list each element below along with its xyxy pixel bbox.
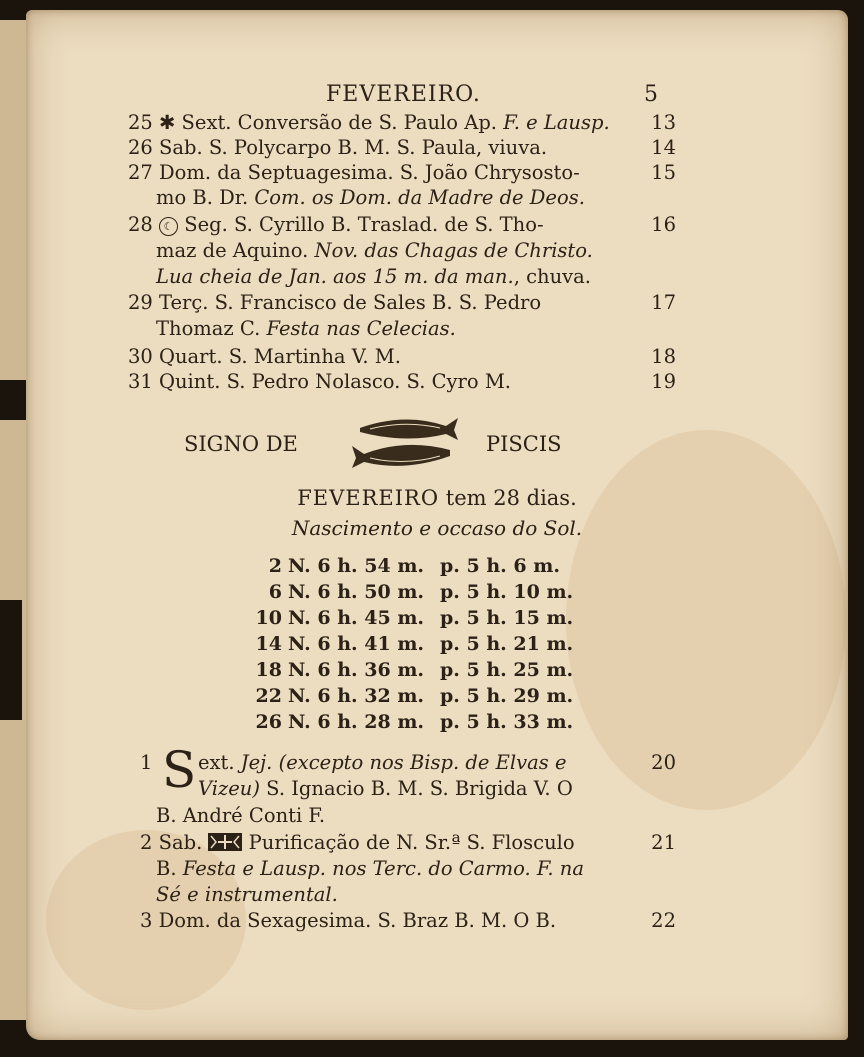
moon-phase-icon: ☾ — [159, 217, 178, 236]
calendar-line: 29 Terç. S. Francisco de Sales B. S. Pedro 17 — [128, 291, 676, 314]
calendar-line: 31 Quint. S. Pedro Nolasco. S. Cyro M. 19 — [128, 370, 676, 393]
table-row-set: p. 5 h. 33 m. — [440, 711, 574, 733]
section-subtitle: Nascimento e occaso do Sol. — [291, 516, 583, 540]
calendar-line: 2 Sab. Purificação de N. Sr.ª S. Flosculo 21 — [140, 831, 676, 854]
table-row-set: p. 5 h. 10 m. — [440, 581, 574, 603]
page-number: 5 — [644, 82, 658, 107]
table-row-set: p. 5 h. 15 m. — [440, 607, 574, 629]
table-row-rise: N. 6 h. 28 m. — [288, 711, 425, 733]
calendar-line: 26 Sab. S. Polycarpo B. M. S. Paula, viuva. 14 — [128, 136, 676, 159]
table-row-day: 10 — [255, 607, 282, 629]
table-row-rise: N. 6 h. 54 m. — [288, 555, 425, 577]
calendar-line: Thomaz C. Festa nas Celecias. — [156, 317, 456, 340]
month-title: FEVEREIRO. — [326, 82, 481, 107]
almanac-page — [26, 10, 848, 1040]
calendar-line: B. André Conti F. — [156, 804, 326, 827]
table-row-day: 14 — [255, 633, 282, 655]
calendar-line: mo B. Dr. Com. os Dom. da Madre de Deos. — [156, 186, 585, 209]
calendar-entry-1: 1 S ext. Jej. (excepto nos Bisp. de Elvas e 20 Vizeu) S. Ignacio B. M. S. Brigida V. O — [140, 741, 676, 800]
table-row-set: p. 5 h. 21 m. — [440, 633, 574, 655]
table-row-rise: N. 6 h. 45 m. — [288, 607, 425, 629]
table-row-set: p. 5 h. 29 m. — [440, 685, 574, 707]
page-gap — [0, 600, 22, 720]
table-row-rise: N. 6 h. 32 m. — [288, 685, 425, 707]
table-row-set: p. 5 h. 6 m. — [440, 555, 560, 577]
table-row-day: 22 — [255, 685, 282, 707]
table-row-rise: N. 6 h. 36 m. — [288, 659, 425, 681]
table-row-set: p. 5 h. 25 m. — [440, 659, 574, 681]
calendar-line: 27 Dom. da Septuagesima. S. João Chrysosto- 15 — [128, 161, 676, 184]
calendar-line: 25 ✱ Sext. Conversão de S. Paulo Ap. F. e Lausp. 13 — [128, 111, 676, 134]
sign-label-right: PISCIS — [486, 432, 562, 456]
table-row-day: 18 — [255, 659, 282, 681]
sign-label-left: SIGNO DE — [184, 432, 298, 456]
calendar-line: maz de Aquino. Nov. das Chagas de Christo. — [156, 239, 593, 262]
pisces-fish-icon — [350, 414, 460, 472]
table-row-rise: N. 6 h. 41 m. — [288, 633, 425, 655]
calendar-line: 28 ☾ Seg. S. Cyrillo B. Traslad. de S. Tho- 16 — [128, 213, 676, 236]
calendar-line: Sé e instrumental. — [156, 883, 338, 906]
page-header — [26, 82, 848, 112]
feast-cross-icon — [208, 833, 242, 851]
table-row-day: 6 — [268, 581, 282, 603]
table-row-day: 2 — [268, 555, 282, 577]
section-title: FEVEREIRO tem 28 dias. — [297, 486, 577, 510]
table-row-day: 26 — [255, 711, 282, 733]
calendar-line: B. Festa e Lausp. nos Terc. do Carmo. F. na — [156, 857, 584, 880]
calendar-line: 3 Dom. da Sexagesima. S. Braz B. M. O B. 22 — [140, 909, 676, 932]
drop-cap: S — [162, 741, 197, 799]
calendar-line: Lua cheia de Jan. aos 15 m. da man., chuva. — [156, 265, 591, 288]
calendar-line: 30 Quart. S. Martinha V. M. 18 — [128, 345, 676, 368]
table-row-rise: N. 6 h. 50 m. — [288, 581, 425, 603]
zodiac-sign — [26, 412, 848, 472]
